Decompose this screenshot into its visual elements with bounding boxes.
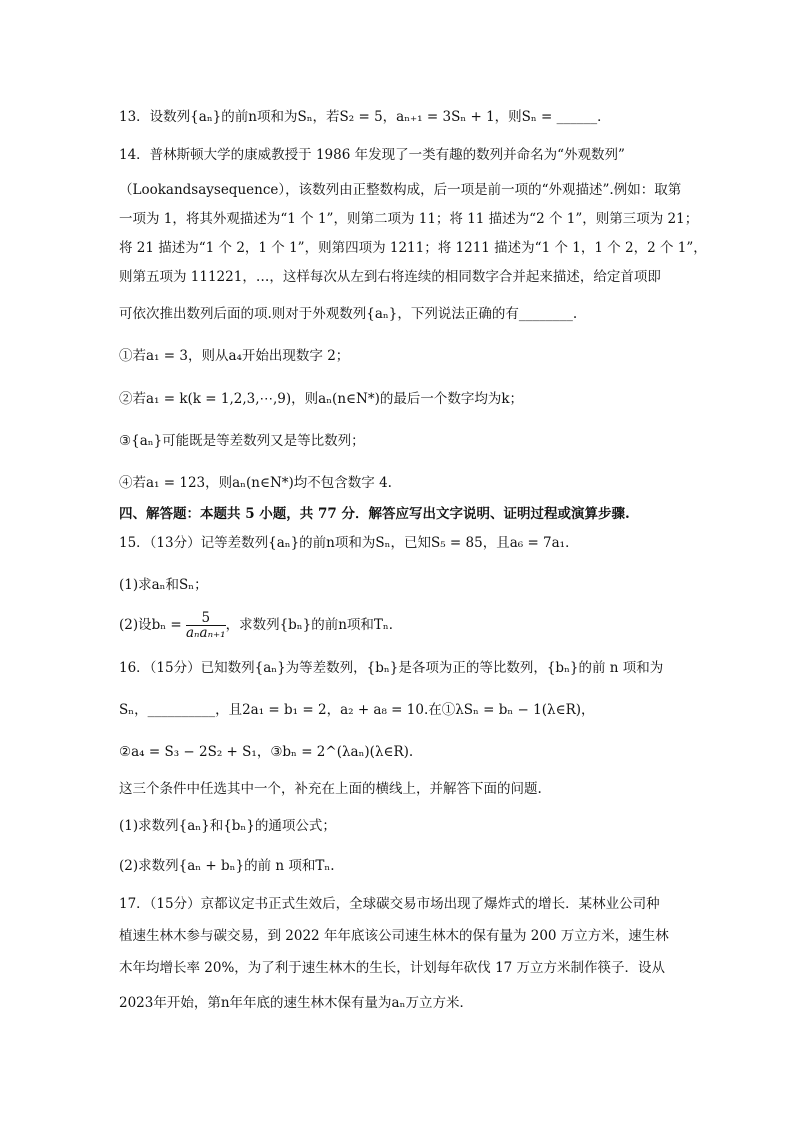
question-14-line-5: 则第五项为 111221，…，这样每次从左到右将连续的相同数字合并起来描述，给定首项即	[119, 269, 661, 285]
fraction-numerator: 5	[186, 611, 226, 626]
question-14-option-3: ③{aₙ}可能既是等差数列又是等比数列；	[119, 433, 365, 449]
fraction	[186, 611, 226, 640]
question-16-line-2: Sₙ，__________，且2a₁ = b₁ = 2，a₂ + a₈ = 10.在①λSₙ = bₙ − 1(λ∈R)，	[119, 702, 595, 718]
question-17-line-4: 2023年开始，第n年年底的速生林木保有量为aₙ万立方米．	[119, 995, 473, 1011]
question-14-option-4: ④若a₁ = 123，则aₙ(n∈N*)均不包含数字 4.	[119, 475, 392, 491]
question-16-line-3: ②a₄ = S₃ − 2S₂ + S₁，③bₙ = 2^(λaₙ)(λ∈R).	[119, 744, 414, 760]
question-14-option-1: ①若a₁ = 3，则从a₄开始出现数字 2；	[119, 348, 350, 364]
section-4-heading: 四、解答题：本题共 5 小题，共 77 分．解答应写出文字说明、证明过程或演算步骤.	[119, 506, 630, 522]
question-15: 15．（13分）记等差数列{aₙ}的前n项和为Sₙ，已知S₅ = 85，且a₆ = 7a₁．	[119, 535, 579, 551]
question-15-part-2	[119, 608, 734, 642]
question-15-part-2-prefix: (2)设bₙ =	[119, 617, 186, 633]
question-14-line-4: 将 21 描述为“1 个 2，1 个 1”，则第四项为 1211；将 1211 描述为“1 个 1，1 个 2，2 个 1”，	[119, 240, 707, 256]
question-16-part-2: (2)求数列{aₙ + bₙ}的前 n 项和Tₙ.	[119, 858, 335, 874]
question-17-line-1: 17．（15分）京都议定书正式生效后，全球碳交易市场出现了爆炸式的增长．某林业公司种	[119, 896, 660, 912]
question-16-line-1: 16．（15分）已知数列{aₙ}为等差数列，{bₙ}是各项为正的等比数列，{bₙ}的前 n 项和为	[119, 660, 664, 676]
question-15-part-1: (1)求aₙ和Sₙ；	[119, 577, 208, 593]
question-15-part-2-suffix: ，求数列{bₙ}的前n项和Tₙ．	[225, 617, 403, 633]
question-14-line-3: 一项为 1，将其外观描述为“1 个 1”，则第二项为 11；将 11 描述为“2 个 1”，则第三项为 21；	[119, 211, 699, 227]
question-14-option-2: ②若a₁ = k(k = 1,2,3,⋯,9)，则aₙ(n∈N*)的最后一个数字均为k；	[119, 391, 524, 407]
question-16-part-1: (1)求数列{aₙ}和{bₙ}的通项公式；	[119, 818, 336, 834]
fraction-denominator: aₙaₙ₊₁	[186, 625, 226, 641]
question-14-line-2: （Lookandsaysequence），该数列由正整数构成，后一项是前一项的“外观描述”.例如：取第	[119, 182, 682, 198]
question-16-line-4: 这三个条件中任选其中一个，补充在上面的横线上，并解答下面的问题.	[119, 781, 542, 797]
question-14-line-6: 可依次推出数列后面的项.则对于外观数列{aₙ}，下列说法正确的有________.	[119, 306, 578, 322]
question-17-line-2: 植速生林木参与碳交易，到 2022 年年底该公司速生林木的保有量为 200 万立方米，速生林	[119, 928, 669, 944]
question-17-line-3: 木年均增长率 20%，为了利于速生林木的生长，计划每年砍伐 17 万立方米制作筷子．设从	[119, 960, 666, 976]
question-13: 13．设数列{aₙ}的前n项和为Sₙ，若S₂ = 5，aₙ₊₁ = 3Sₙ + 1，则Sₙ = ______．	[119, 109, 611, 125]
question-14-line-1: 14．普林斯顿大学的康威教授于 1986 年发现了一类有趣的数列并命名为“外观数列”	[119, 147, 625, 163]
